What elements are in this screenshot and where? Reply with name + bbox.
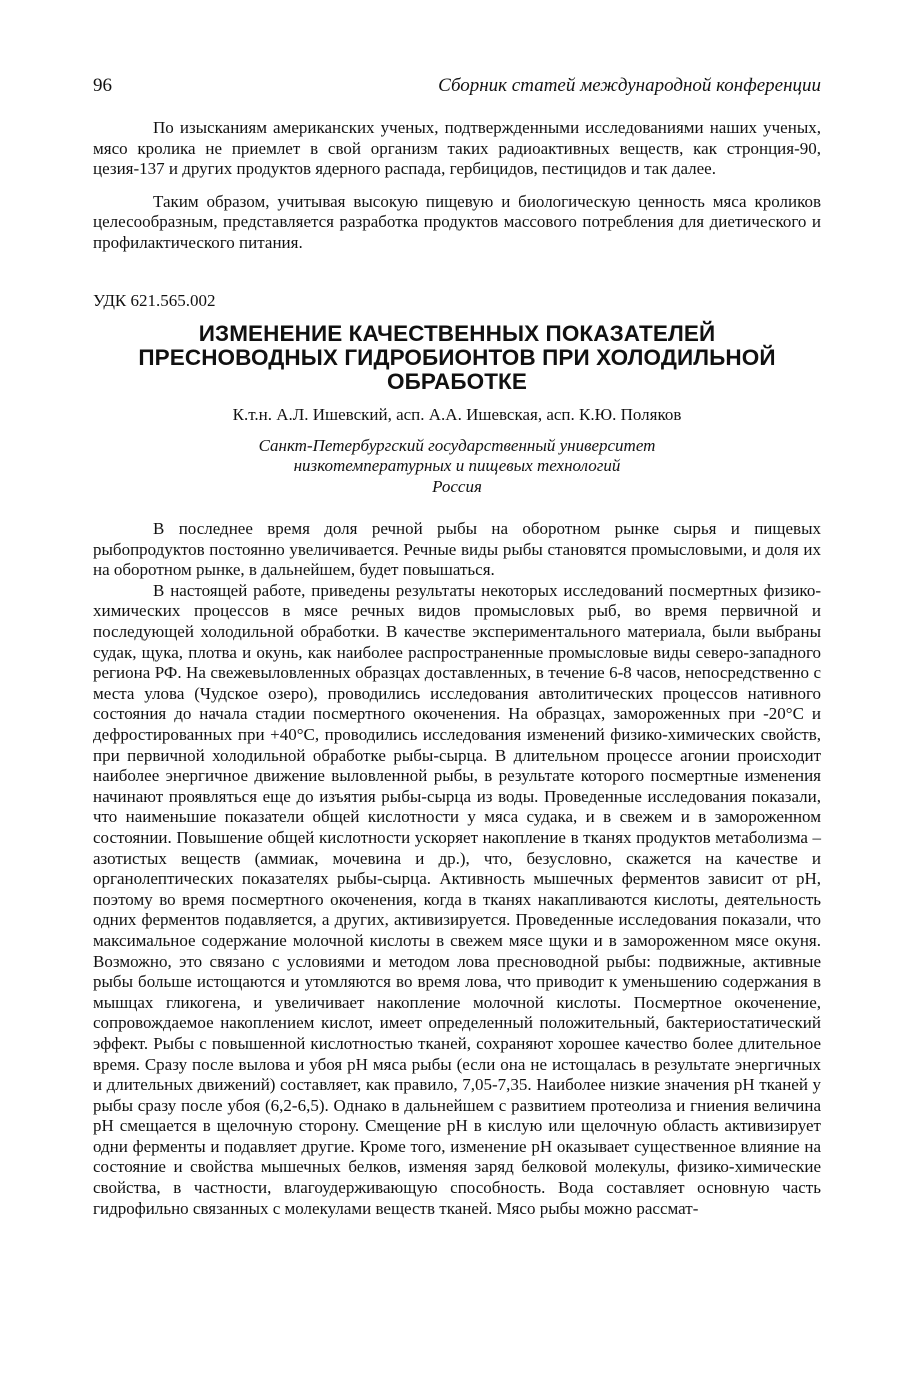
article-title-line: ОБРАБОТКЕ	[386, 368, 527, 394]
affiliation-line: Санкт-Петербургский государственный университет	[258, 435, 656, 455]
affiliation	[93, 436, 821, 498]
document-page	[93, 74, 821, 1219]
intro-paragraph-2: Таким образом, учитывая высокую пищевую и биологическую ценность мяса кроликов целесообразным, представляется разработка продуктов массового потребления для диетического и профилактического питания.	[93, 191, 821, 252]
running-title: Сборник статей международной конференции	[438, 75, 821, 96]
page-number: 96	[93, 75, 112, 96]
affiliation-country: Россия	[432, 476, 482, 496]
running-head	[93, 74, 821, 102]
article-title-line: ПРЕСНОВОДНЫХ ГИДРОБИОНТОВ ПРИ ХОЛОДИЛЬНОЙ	[138, 344, 776, 370]
authors: К.т.н. А.Л. Ишевский, асп. А.А. Ишевская, асп. К.Ю. Поляков	[232, 404, 682, 424]
affiliation-line: низкотемпературных и пищевых технологий	[293, 456, 621, 476]
article-title-line: ИЗМЕНЕНИЕ КАЧЕСТВЕННЫХ ПОКАЗАТЕЛЕЙ	[198, 320, 716, 346]
body-paragraph-2: В настоящей работе, приведены результаты некоторых исследований посмертных физико-химических процессов в мясе речных видов промысловых рыб, во время первичной и последующей холодильной обработки. В качестве экспериментального материала, были выбраны судак, щука, плотва и окунь, как наиболее распространенные промысловые виды северо-западного региона РФ. На свежевыловленных образцах доставленных, в течение 6-8 часов, непосредственно с места улова (Чудское озеро), проводились исследования автолитических процессов нативного состояния до начала стадии посмертного окоченения. На образцах, замороженных при -20°С и дефростированных при +40°С, проводились исследования изменений физико-химических свойств, при первичной холодильной обработке рыбы-сырца. В длительном процессе агонии происходит наиболее энергичное движение выловленной рыбы, в результате которого посмертные изменения начинают проявляться еще до изъятия рыбы-сырца из воды. Проведенные исследования показали, что наименьшие показатели общей кислотности у мяса судака, и в свежем и в замороженном состоянии. Повышение общей кислотности ускоряет накопление в тканях продуктов метаболизма – азотистых веществ (аммиак, мочевина и др.), что, безусловно, скажется на качестве и органолептических показателях рыбы-сырца. Активность мышечных ферментов зависит от рН, поэтому во время посмертного окоченения, когда в тканях накапливаются кислоты, деятельность одних ферментов подавляется, а других, активизируется. Проведенные исследования показали, что максимальное содержание молочной кислоты в свежем мясе щуки и в замороженном мясе окуня. Возможно, это связано с условиями и методом лова пресноводной рыбы: подвижные, активные рыбы больше истощаются и утомляются во время лова, что приводит к уменьшению содержания в мышцах гликогена, и увеличивает накопление молочной кислоты. Посмертное окоченение, сопровождаемое накоплением кислот, имеет определенный положительный, бактериостатический эффект. Рыбы с повышенной кислотностью тканей, сохраняют хорошее качество более длительное время. Сразу после вылова и убоя рН мяса рыбы (если она не истощалась в результате энергичных и длительных движений) составляет, как правило, 7,05-7,35. Наиболее низкие значения рН тканей у рыбы сразу после убоя (6,2-6,5). Однако в дальнейшем с развитием протеолиза и гниения величина рН смещается в щелочную сторону. Смещение рН в кислую или щелочную область активизирует одни ферменты и подавляет другие. Кроме того, изменение рН оказывает существенное влияние на состояние и свойства мышечных белков, изменяя заряд белковой молекулы, физико-химические свойства, в частности, влагоудерживающую способность. Вода составляет основную часть гидрофильно связанных с молекулами веществ тканей. Мясо рыбы можно рассмат-	[93, 580, 821, 1218]
body-paragraph-1: В последнее время доля речной рыбы на оборотном рынке сырья и пищевых рыбопродуктов постоянно увеличивается. Речные виды рыбы становятся промысловыми, и доля их на оборотном рынке, в дальнейшем, будет повышаться.	[93, 519, 821, 580]
udk-code: УДК 621.565.002	[93, 290, 216, 310]
article-title	[93, 322, 821, 394]
intro-paragraph-1: По изысканиям американских ученых, подтвержденными исследованиями наших ученых, мясо кролика не приемлет в свой организм таких радиоактивных веществ, как стронция-90, цезия-137 и других продуктов ядерного распада, гербицидов, пестицидов и так далее.	[93, 118, 821, 179]
